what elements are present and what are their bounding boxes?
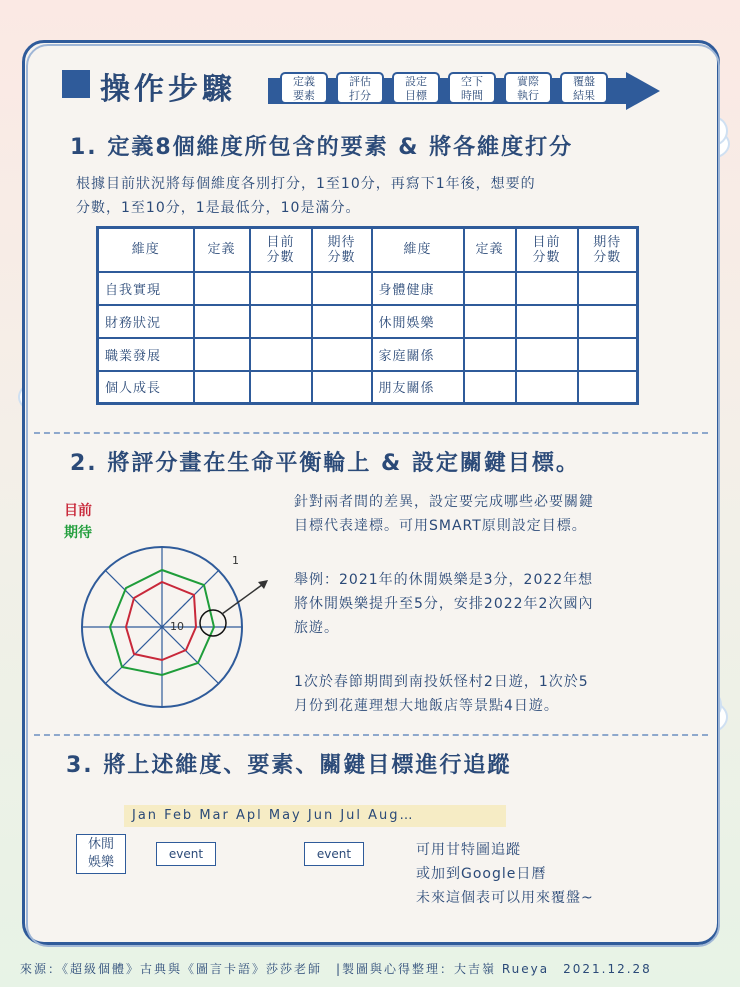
gantt-event: event — [156, 842, 216, 866]
step-box: 覆盤 結果 — [560, 72, 608, 104]
dimension-cell: 自我實現 — [98, 272, 194, 305]
table-row — [98, 338, 638, 371]
dimension-cell: 朋友關係 — [372, 371, 464, 404]
expected-score-cell[interactable] — [578, 338, 638, 371]
arrow-right-icon — [626, 72, 660, 110]
section2-paragraph-2: 舉例：2021年的休閒娛樂是3分，2022年想 將休閒娛樂提升至5分，安排2022年2次國內 旅遊。 — [294, 572, 594, 636]
section1-description: 根據目前狀況將每個維度各別打分，1至10分，再寫下1年後，想要的 分數，1至10分，1是最低分，10是滿分。 — [76, 176, 536, 216]
expected-score-cell[interactable] — [312, 371, 372, 404]
step-box: 實際 執行 — [504, 72, 552, 104]
column-header: 目前 分數 — [250, 228, 312, 272]
dimension-cell: 個人成長 — [98, 371, 194, 404]
dimension-cell: 家庭關係 — [372, 338, 464, 371]
define-cell[interactable] — [194, 338, 250, 371]
step-box: 定義 要素 — [280, 72, 328, 104]
dimension-cell: 財務狀況 — [98, 305, 194, 338]
section3-note: 可用甘特圖追蹤 或加到Google日曆 未來這個表可以用來覆盤~ — [416, 842, 594, 906]
define-cell[interactable] — [464, 272, 516, 305]
define-cell[interactable] — [194, 371, 250, 404]
current-polygon — [126, 582, 196, 660]
dimension-cell: 休閒娛樂 — [372, 305, 464, 338]
footer-credit: 來源：《超級個體》古典與《圖言卡語》莎莎老師 |製圖與心得整理：大吉嶺 Rueya 2021.12.28 — [20, 962, 652, 976]
pointer-arrow-line — [222, 582, 266, 614]
current-score-cell[interactable] — [250, 272, 312, 305]
section2-paragraph-1: 針對兩者間的差異，設定要完成哪些必要關鍵 目標代表達標。可用SMART原則設定目標。 — [294, 494, 594, 534]
step-box: 評估 打分 — [336, 72, 384, 104]
section2-paragraph-3: 1次於春節期間到南投妖怪村2日遊，1次於5 月份到花蓮理想大地飯店等景點4日遊。 — [294, 674, 589, 714]
wheel-label-max: 1 — [232, 554, 239, 567]
column-header: 期待 分數 — [312, 228, 372, 272]
step-box: 空下 時間 — [448, 72, 496, 104]
expected-score-cell[interactable] — [578, 272, 638, 305]
section-divider — [34, 432, 708, 434]
column-header: 目前 分數 — [516, 228, 578, 272]
table-header-row — [98, 228, 638, 272]
current-score-cell[interactable] — [250, 371, 312, 404]
define-cell[interactable] — [464, 371, 516, 404]
dimension-cell: 身體健康 — [372, 272, 464, 305]
column-header: 定義 — [194, 228, 250, 272]
current-score-cell[interactable] — [516, 338, 578, 371]
table-row — [98, 371, 638, 404]
section2-heading: 2. 將評分畫在生命平衡輪上 & 設定關鍵目標。 — [70, 451, 580, 476]
page-title: 操作步驟 — [100, 72, 236, 107]
current-score-cell[interactable] — [516, 305, 578, 338]
define-cell[interactable] — [194, 272, 250, 305]
expected-score-cell[interactable] — [312, 272, 372, 305]
expected-score-cell[interactable] — [578, 305, 638, 338]
score-table — [96, 226, 639, 405]
legend-current: 目前 — [64, 503, 92, 519]
current-score-cell[interactable] — [250, 305, 312, 338]
legend-expected: 期待 — [64, 525, 92, 541]
wheel-label-center: 10 — [170, 620, 184, 633]
column-header: 期待 分數 — [578, 228, 638, 272]
column-header: 維度 — [372, 228, 464, 272]
section1-heading: 1. 定義8個維度所包含的要素 & 將各維度打分 — [70, 135, 574, 160]
define-cell[interactable] — [194, 305, 250, 338]
section3-heading: 3. 將上述維度、要素、關鍵目標進行追蹤 — [66, 753, 512, 778]
title-square-icon — [62, 70, 90, 98]
gantt-row-label: 休閒 娛樂 — [76, 834, 126, 874]
table-row — [98, 305, 638, 338]
life-balance-wheel — [70, 540, 280, 730]
current-score-cell[interactable] — [516, 272, 578, 305]
gantt-event: event — [304, 842, 364, 866]
section-divider — [34, 734, 708, 736]
current-score-cell[interactable] — [250, 338, 312, 371]
current-score-cell[interactable] — [516, 371, 578, 404]
column-header: 維度 — [98, 228, 194, 272]
step-box: 設定 目標 — [392, 72, 440, 104]
column-header: 定義 — [464, 228, 516, 272]
define-cell[interactable] — [464, 305, 516, 338]
expected-score-cell[interactable] — [312, 305, 372, 338]
define-cell[interactable] — [464, 338, 516, 371]
expected-score-cell[interactable] — [578, 371, 638, 404]
month-timeline: Jan Feb Mar Apl May Jun Jul Aug… — [124, 805, 506, 827]
table-row — [98, 272, 638, 305]
expected-score-cell[interactable] — [312, 338, 372, 371]
dimension-cell: 職業發展 — [98, 338, 194, 371]
